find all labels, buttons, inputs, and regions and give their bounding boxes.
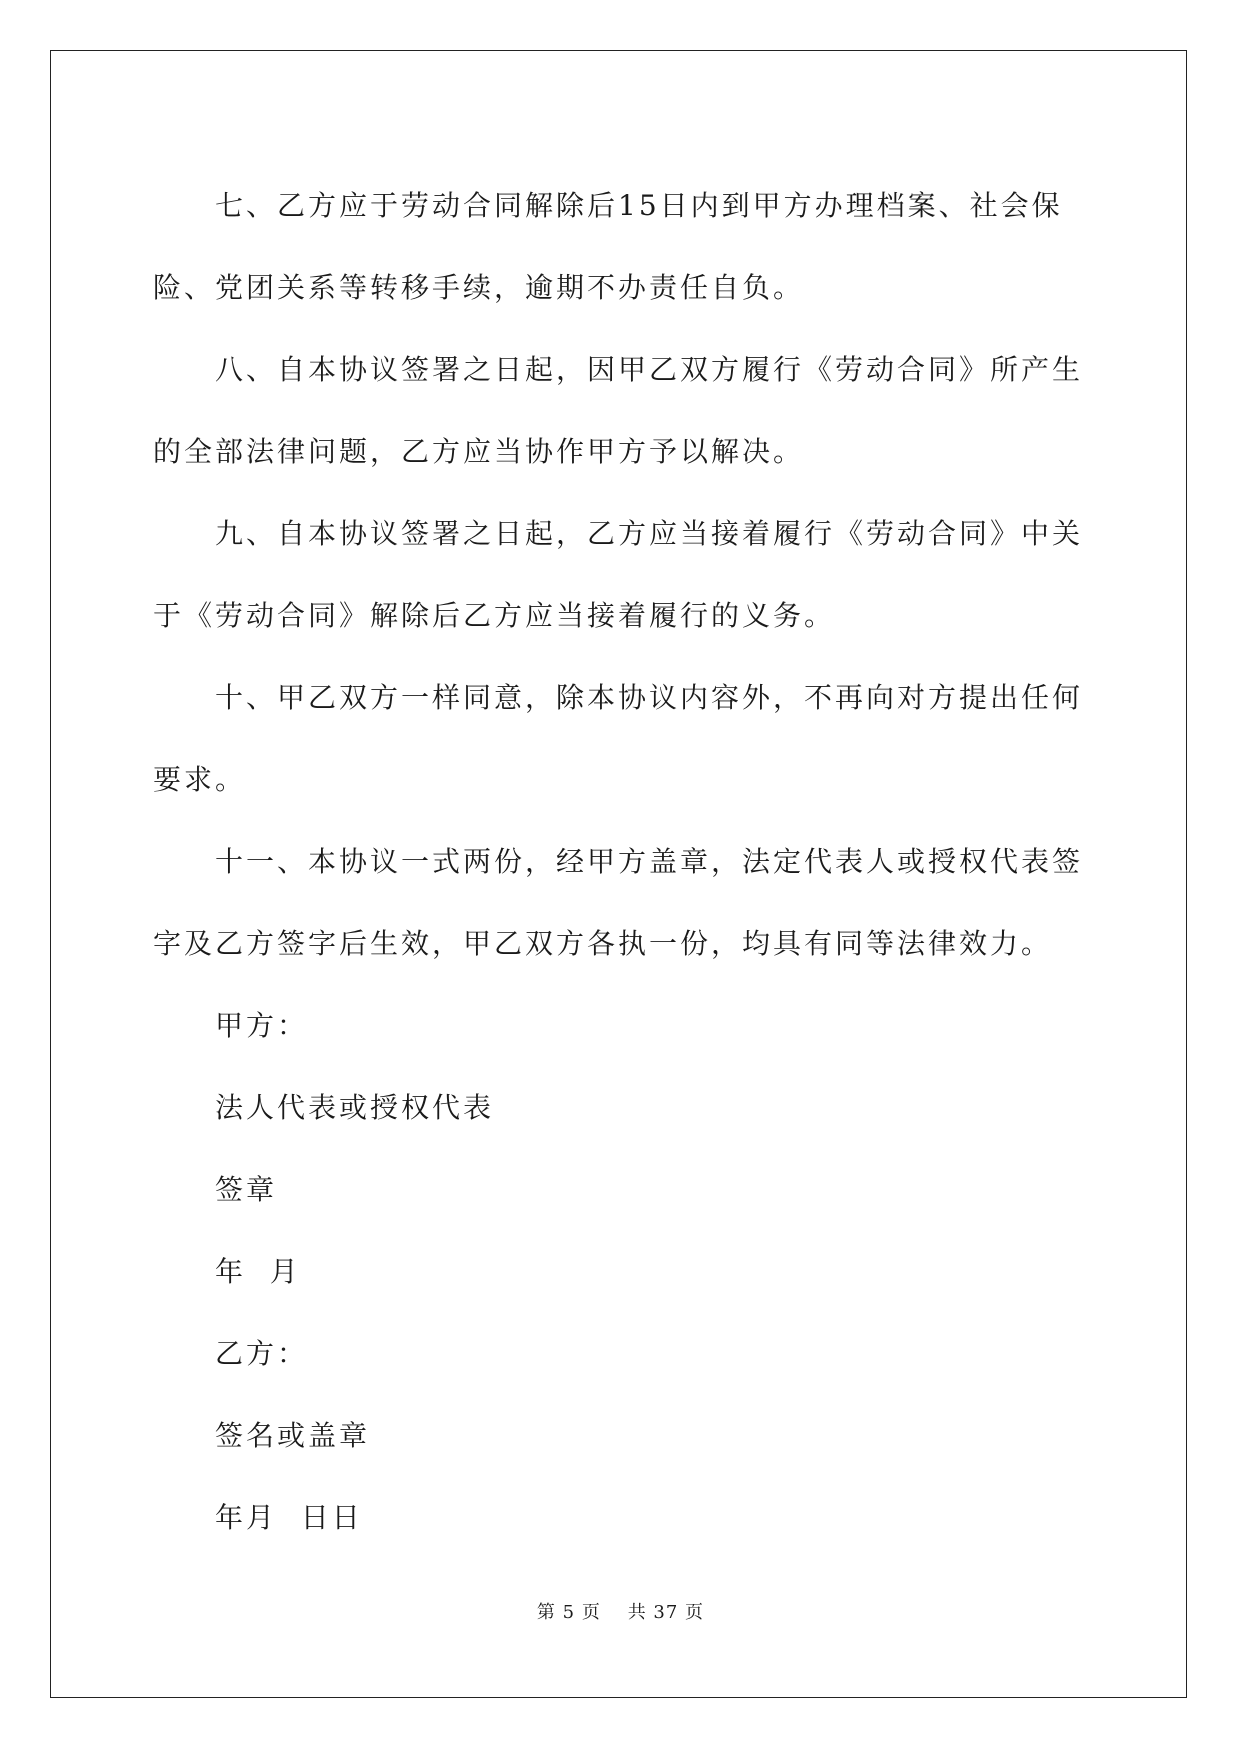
party-a-date: 年 月 bbox=[215, 1255, 301, 1288]
page-footer bbox=[0, 1598, 1241, 1624]
clause-10: 十、甲乙双方一样同意，除本协议内容外，不再向对方提出任何要求。 bbox=[153, 681, 1084, 796]
clause-7: 七、乙方应于劳动合同解除后15日内到甲方办理档案、社会保险、党团关系等转移手续，逾期不办责任自负。 bbox=[153, 189, 1063, 304]
page-number: 第 5 页 共 37 页 bbox=[536, 1602, 705, 1623]
party-b-date: 年月 日日 bbox=[215, 1501, 363, 1534]
party-b-signature: 签名或盖章 bbox=[215, 1419, 371, 1452]
party-a-seal: 签章 bbox=[215, 1173, 278, 1206]
party-a-label: 甲方： bbox=[215, 1009, 309, 1042]
clause-9: 九、自本协议签署之日起，乙方应当接着履行《劳动合同》中关于《劳动合同》解除后乙方应当接着履行的义务。 bbox=[153, 517, 1084, 632]
document-body bbox=[153, 165, 1088, 1559]
clause-11: 十一、本协议一式两份，经甲方盖章，法定代表人或授权代表签字及乙方签字后生效，甲乙双方各执一份，均具有同等法律效力。 bbox=[153, 845, 1084, 960]
party-b-label: 乙方： bbox=[215, 1337, 309, 1370]
clause-8: 八、自本协议签署之日起，因甲乙双方履行《劳动合同》所产生的全部法律问题，乙方应当协作甲方予以解决。 bbox=[153, 353, 1084, 468]
party-a-representative: 法人代表或授权代表 bbox=[215, 1091, 495, 1124]
